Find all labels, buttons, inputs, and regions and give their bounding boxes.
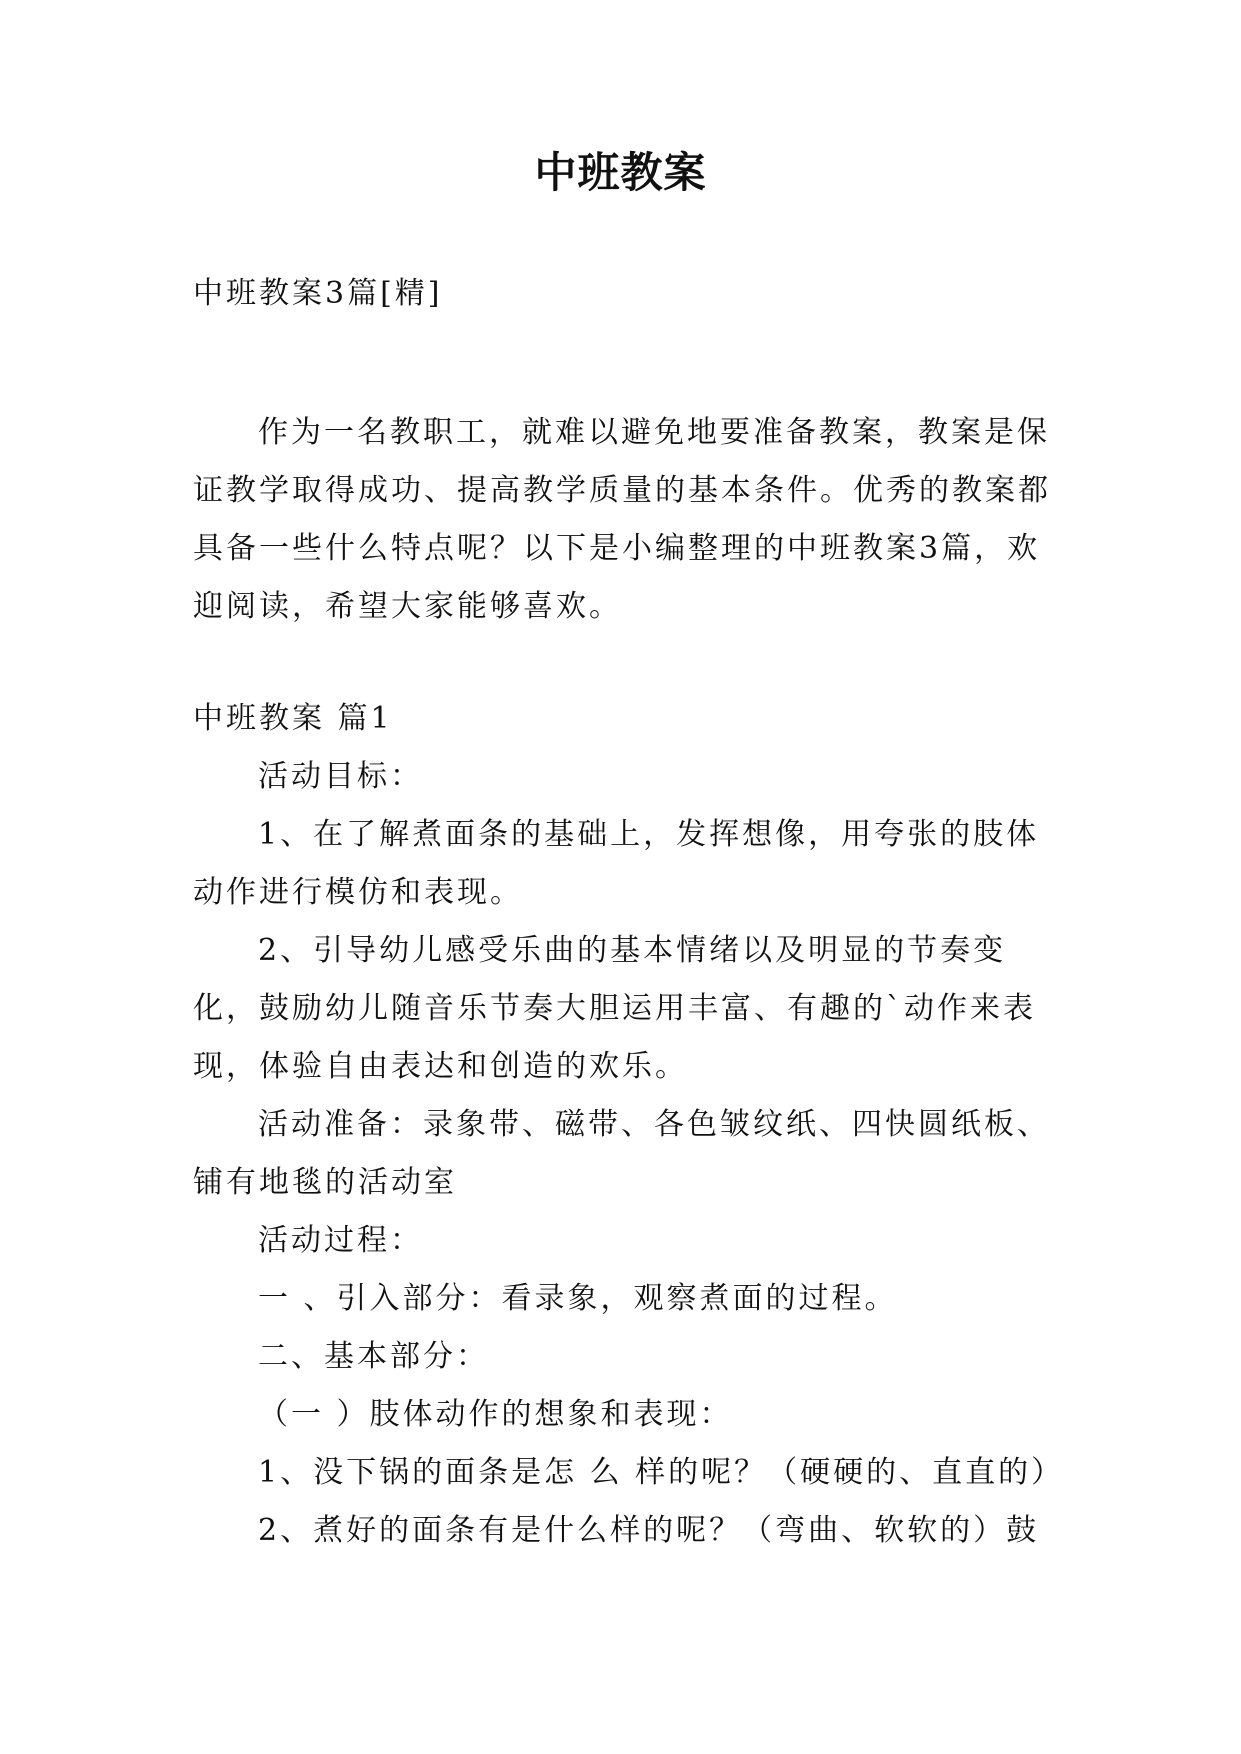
question-2: 2、煮好的面条有是什么样的呢？（弯曲、软软的）鼓: [258, 1513, 1040, 1548]
process-substep-1: （一 ）肢体动作的想象和表现：: [258, 1397, 733, 1432]
goal-item-1: 1、在了解煮面条的基础上，发挥想像，用夸张的肢体动作进行模仿和表现。: [193, 817, 1040, 910]
process-label: 活动过程：: [258, 1223, 423, 1258]
goal-item-2: 2、引导幼儿感受乐曲的基本情绪以及明显的节奏变化，鼓励幼儿随音乐节奏大胆运用丰富、有趣的`动作来表现，体验自由表达和创造的欢乐。: [193, 933, 1036, 1084]
preparation-paragraph: 活动准备：录象带、磁带、各色皱纹纸、四快圆纸板、铺有地毯的活动室: [193, 1107, 1050, 1200]
process-step-1: 一 、引入部分：看录象，观察煮面的过程。: [258, 1281, 898, 1316]
question-1: 1、没下锅的面条是怎 么 样的呢？（硬硬的、直直的）: [258, 1455, 1065, 1490]
document-subtitle: 中班教案3篇[精]: [193, 276, 443, 311]
section-heading: 中班教案 篇1: [193, 701, 393, 736]
process-step-2: 二、基本部分：: [258, 1339, 489, 1374]
intro-paragraph: 作为一名教职工，就难以避免地要准备教案，教案是保证教学取得成功、提高教学质量的基本条件。优秀的教案都具备一些什么特点呢？以下是小编整理的中班教案3篇，欢迎阅读，希望大家能够喜欢。: [193, 415, 1051, 624]
document-title: 中班教案: [534, 148, 707, 197]
goal-label: 活动目标：: [258, 759, 423, 794]
